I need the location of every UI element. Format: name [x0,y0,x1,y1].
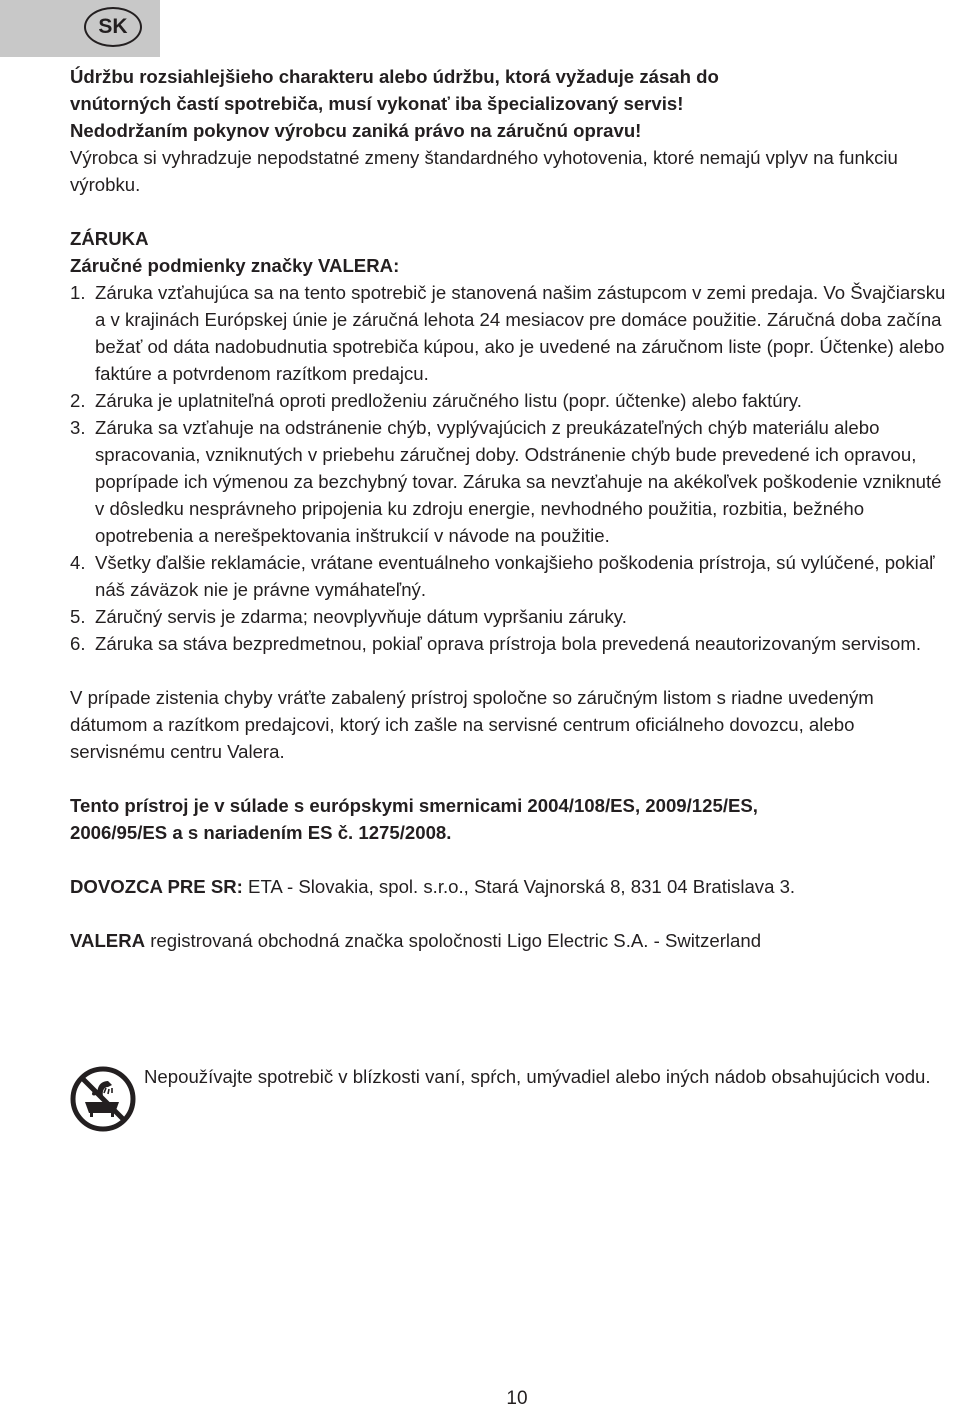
list-item [70,603,950,630]
compliance-line-1: Tento prístroj je v súlade s európskymi smernicami 2004/108/ES, 2009/125/ES, [70,795,758,816]
page-content [70,63,950,954]
list-item-text: Záruka sa stáva bezpredmetnou, pokiaľ oprava prístroja bola prevedená neautorizovaným servisom. [95,633,922,654]
list-item [70,549,950,603]
list-item-text: Záruka je uplatniteľná oproti predloženiu záručného listu (popr. účtenke) alebo faktúry. [95,390,802,411]
trademark-line [70,927,950,954]
spacer [70,846,950,873]
list-item [70,414,950,549]
list-item-number: 4. [70,552,86,573]
water-warning-text: Nepoužívajte spotrebič v blízkosti vaní, spŕch, umývadiel alebo iných nádob obsahujúcich vodu. [144,1066,931,1087]
list-item [70,630,950,657]
intro-bold-line-3: Nedodržaním pokynov výrobcu zaniká právo na záručnú opravu! [70,120,642,141]
list-item-number: 3. [70,417,86,438]
compliance-line-2: 2006/95/ES a s nariadením ES č. 1275/2008. [70,822,452,843]
warranty-subheading: Záručné podmienky značky VALERA: [70,255,400,276]
water-warning [70,1063,950,1132]
language-badge [84,7,142,47]
list-item-number: 5. [70,606,86,627]
importer-label: DOVOZCA PRE SR: [70,876,243,897]
list-item-text: Záručný servis je zdarma; neovplyvňuje dátum vypršaniu záruky. [95,606,627,627]
list-item [70,279,950,387]
page-number: 10 [506,1388,528,1409]
trademark-text: registrovaná obchodná značka spoločnosti Ligo Electric S.A. - Switzerland [145,930,762,951]
language-tab [0,0,160,57]
list-item-number: 1. [70,282,86,303]
intro-bold-line-1: Údržbu rozsiahlejšieho charakteru alebo údržbu, ktorá vyžaduje zásah do [70,66,719,87]
list-item-text: Záruka sa vzťahuje na odstránenie chýb, vyplývajúcich z preukázateľných chýb materiálu alebo spracovania, vzniknutých v priebehu záručnej doby. Odstránenie chýb bude prevedené ich opravou, poprípade ich výmenou za bezchybný tovar. Záruka sa nevzťahuje na akékoľvek poškodenie vzniknuté v dôsledku nesprávneho pripojenia ku zdroju energie, nevhodného použitia, rozbitia, bežného opotrebenia a nerešpektovania inštrukcií v návode na použitie. [95,417,942,546]
spacer [70,765,950,792]
spacer [70,900,950,927]
list-item-text: Záruka vzťahujúca sa na tento spotrebič je stanovená našim zástupcom v zemi predaja. Vo Švajčiarsku a v krajinách Európskej únie je záručná lehota 24 mesiacov pre domáce použitie. Záručná doba začína bežať od dáta nadobudnutia spotrebiča kúpou, ako je uvedené na záručnom liste (popr. Účtenke) alebo faktúre a potvrdenom razítkom predajcu. [95,282,946,384]
intro-bold-line-2: vnútorných častí spotrebiča, musí vykonať iba špecializovaný servis! [70,93,684,114]
language-code: SK [98,15,128,38]
spacer [70,198,950,225]
service-paragraph: V prípade zistenia chyby vráťte zabalený prístroj spoločne so záručným listom s riadne uvedeným dátumom a razítkom predajcovi, ktorý ich zašle na servisné centrum oficiálneho dovozcu, alebo servisnému centru Valera. [70,687,874,762]
list-item-text: Všetky ďalšie reklamácie, vrátane eventuálneho vonkajšieho poškodenia prístroja, sú vylúčené, pokiaľ náš záväzok nie je právne vymáhateľný. [95,552,935,600]
importer-line [70,873,950,900]
warranty-heading: ZÁRUKA [70,228,149,249]
importer-text: ETA - Slovakia, spol. s.r.o., Stará Vajnorská 8, 831 04 Bratislava 3. [242,876,796,897]
warranty-list [70,279,950,657]
no-water-use-icon [70,1066,136,1132]
list-item-number: 2. [70,390,86,411]
list-item-number: 6. [70,633,86,654]
spacer [70,657,950,684]
intro-normal-text: Výrobca si vyhradzuje nepodstatné zmeny štandardného vyhotovenia, ktoré nemajú vplyv na funkciu výrobku. [70,147,898,195]
list-item [70,387,950,414]
trademark-brand: VALERA [70,930,146,951]
